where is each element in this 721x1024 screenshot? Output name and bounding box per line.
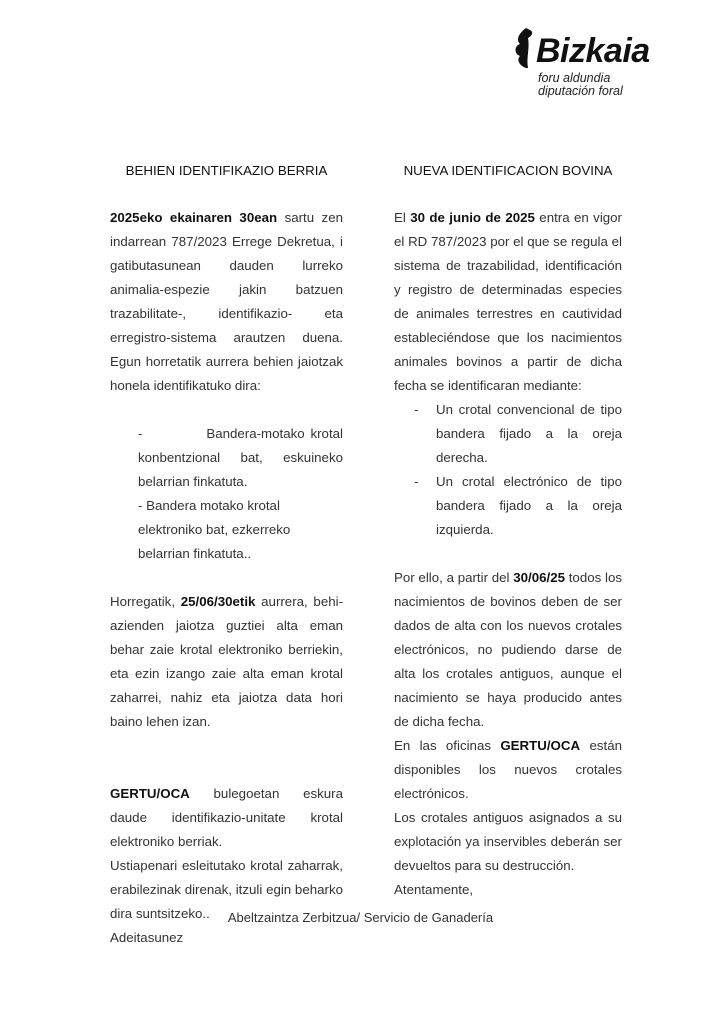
- text: Un crotal convencional de tipo bandera fijado a la oreja derecha.: [436, 402, 622, 465]
- text: aurrera, behi-azienden jaiotza guztiei alta eman behar zaie krotal elektroniko berriekin, eta ezin izango zaie alta eman krotal zaharrei, nahiz eta jaiotza data hori baino lehen izan.: [110, 594, 344, 729]
- text: Por ello, a partir del: [394, 570, 514, 585]
- spanish-paragraph-3: [394, 734, 622, 806]
- spanish-paragraph-4: Los crotales antiguos asignados a su explotación ya inservibles deberán ser devueltos para su destrucción.: [394, 810, 622, 873]
- bold-date: 2025eko ekainaren 30ean: [110, 210, 278, 225]
- basque-title: BEHIEN IDENTIFIKAZIO BERRIA: [125, 163, 328, 178]
- text: todos los nacimientos de bovinos deben de ser dados de alta con los nuevos crotales electrónicos, no pudiendo darse de alta los crotales antiguos, aunque el nacimiento se haya producido antes de dicha fecha.: [394, 570, 622, 729]
- footer-department: Abeltzaintza Zerbitzua/ Servicio de Ganadería: [227, 910, 494, 925]
- text: entra en vigor el RD 787/2023 por el que se regula el sistema de trazabilidad, identificación y registro de determinadas especies de animales terrestres en cautividad estableciéndose que los nacimientos animales bovinos a partir de dicha fecha se identificaran mediante:: [394, 210, 622, 393]
- text: El: [394, 210, 411, 225]
- oak-leaf-icon: [514, 28, 536, 68]
- list-bullet: -: [414, 402, 419, 417]
- basque-paragraph-2: [110, 590, 343, 734]
- text: Un crotal electrónico de tipo bandera fijado a la oreja izquierda.: [436, 474, 622, 537]
- spanish-list-item-2: [414, 470, 622, 542]
- bold-office: GERTU/OCA: [110, 786, 190, 801]
- basque-paragraph-3: [110, 782, 343, 854]
- text: Horregatik,: [110, 594, 181, 609]
- list-bullet: -: [414, 474, 419, 489]
- logo-subtitle-1: foru aldundia: [538, 71, 611, 85]
- spanish-paragraph-2: [394, 566, 622, 734]
- bold-date: 30/06/25: [513, 570, 565, 585]
- basque-list-item-1: - Bandera-motako krotal konbentzional bat, eskuineko belarrian finkatuta.: [138, 426, 343, 489]
- spanish-title: NUEVA IDENTIFICACION BOVINA: [403, 163, 613, 178]
- basque-list-item-2: - Bandera motako krotal elektroniko bat, ezkerreko belarrian finkatuta..: [138, 498, 291, 561]
- text: En las oficinas: [394, 738, 501, 753]
- logo-subtitle-2: diputación foral: [538, 84, 623, 98]
- text: están disponibles los nuevos crotales electrónicos.: [394, 738, 622, 801]
- spanish-column: [394, 163, 622, 902]
- basque-paragraph-4: Ustiapenari esleitutako krotal zaharrak, erabilezinak direnak, itzuli egin beharko dira suntsitzeko..: [110, 858, 343, 921]
- spanish-paragraph-1: [394, 206, 622, 398]
- text: sartu zen indarrean 787/2023 Errege Dekretua, i gatibutasunean dauden lurreko animalia-espezie jakin batzuen trazabilitate-, identifikazio- eta erregistro-sistema arautzen duena. Egun horretatik aurrera behien jaiotzak honela identifikatuko dira:: [110, 210, 343, 393]
- basque-paragraph-1: [110, 206, 343, 398]
- spanish-closing: Atentamente,: [394, 882, 474, 897]
- bold-date: 30 de junio de 2025: [410, 210, 535, 225]
- bold-office: GERTU/OCA: [500, 738, 581, 753]
- basque-closing: Adeitasunez: [110, 930, 184, 945]
- spanish-list-item-1: [414, 398, 622, 470]
- text: bulegoetan eskura daude identifikazio-unitate krotal elektroniko berriak.: [110, 786, 343, 849]
- logo-name: Bizkaia: [536, 32, 650, 70]
- bold-date: 25/06/30etik: [180, 594, 256, 609]
- basque-column: [110, 163, 343, 950]
- bizkaia-logo: [514, 26, 674, 101]
